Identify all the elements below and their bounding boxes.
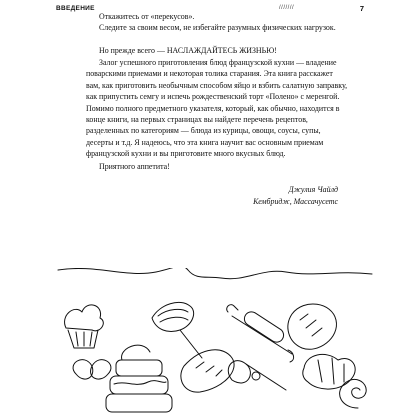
paragraph-bon-appetit: Приятного аппетита!: [99, 162, 170, 171]
decorative-swirl-line: [58, 268, 372, 279]
header-ornament: ///////: [279, 5, 295, 11]
bread-loaf-icon: [288, 304, 337, 349]
rolling-pin-icon: [227, 305, 294, 362]
pretzel-icon: [73, 360, 111, 379]
layered-cake-icon: [106, 345, 172, 412]
snail-bun-icon: [340, 379, 367, 408]
croissant-icon: [303, 354, 355, 389]
paragraph-book-intro: Залог успешного приготовления блюд французской кухни — владение поварскими приемами и некоторая толика старания. Эта книга расскажет вам, как приготовить необычным способом яйцо и взбить салатную заправку, как припустить семгу и испечь рождественский торт «Полено» с меренгой. Помимо полного предметного указателя, который, как обычно, находится в конце книги, на первых страницах вы найдете перечень рецептов, разделенных по категориям — блюда из курицы, овощи, соусы, супы, десерты и т.д. Я надеюсь, что эта книга научит вас основным приемам французской кухни и вы приготовите много вкусных блюд.: [86, 58, 348, 159]
signature-place: Кембридж, Массачусетс: [253, 197, 338, 206]
page-number: 7: [359, 4, 364, 13]
whisk-icon: [152, 302, 202, 358]
paragraph-weight: Следите за своим весом, не избегайте разумных физических нагрузок.: [99, 23, 336, 32]
signature-name: Джулия Чайлд: [288, 185, 338, 194]
paragraph-enjoy-life: Но прежде всего — НАСЛАЖДАЙТЕСЬ ЖИЗНЬЮ!: [99, 46, 277, 55]
beater-icon: [228, 361, 286, 390]
kitchen-line-art-illustration: [56, 268, 374, 420]
baguette-icon: [181, 350, 234, 392]
paragraph-snacks: Откажитесь от «перекусов».: [99, 12, 195, 21]
section-title: ВВЕДЕНИЕ: [56, 5, 95, 12]
cupcake-icon: [65, 305, 104, 348]
